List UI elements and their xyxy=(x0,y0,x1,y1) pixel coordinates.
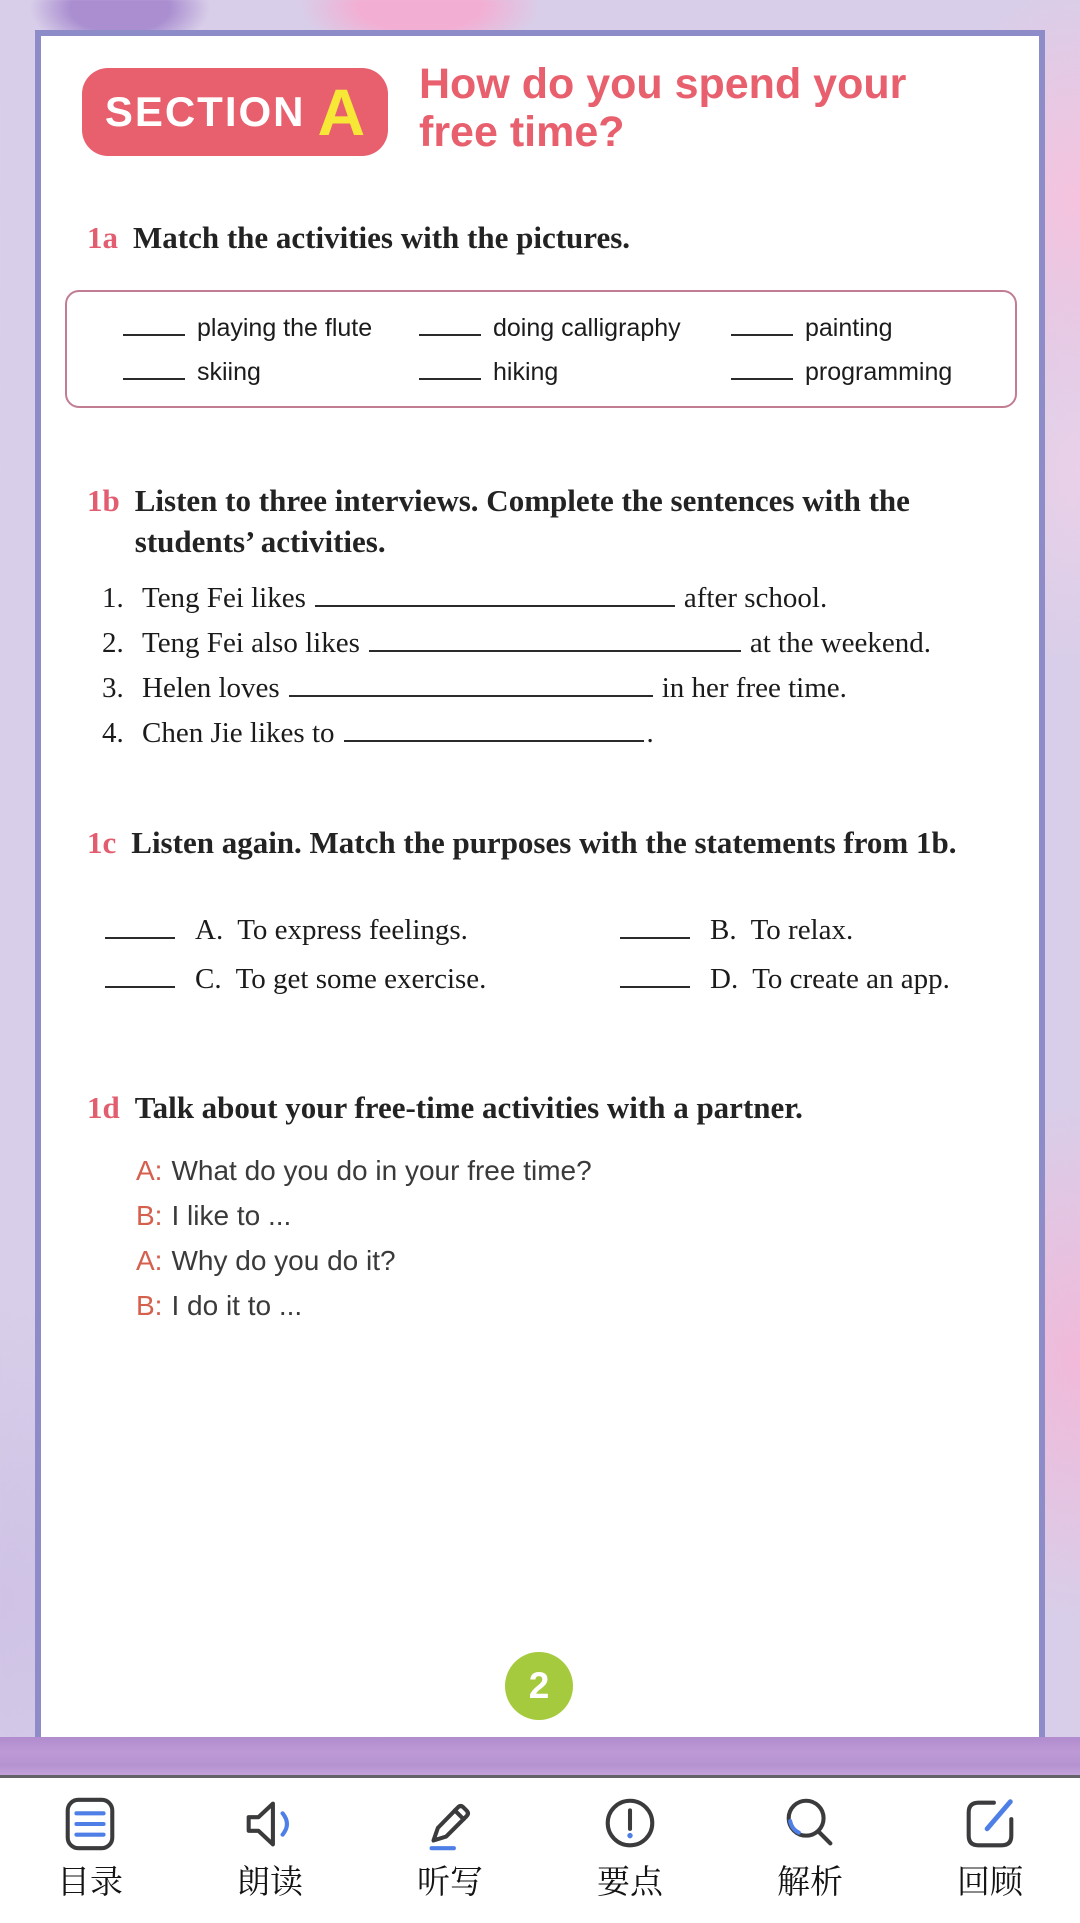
activity-item xyxy=(123,358,419,387)
exercise-1c-number: 1c xyxy=(87,825,117,860)
purpose-matching-grid xyxy=(105,914,1035,996)
activity-label: playing the flute xyxy=(197,313,373,342)
option-letter: A. xyxy=(195,914,224,946)
sentence-index: 4. xyxy=(102,717,124,749)
section-letter: A xyxy=(317,75,366,149)
answer-blank xyxy=(731,360,793,380)
answer-blank xyxy=(289,673,653,697)
background-paint-strip xyxy=(0,1737,1080,1775)
exercise-1b-number: 1b xyxy=(87,483,120,518)
activity-label: programming xyxy=(805,357,953,386)
purpose-option xyxy=(105,963,620,996)
answer-blank xyxy=(620,964,690,988)
exercise-1d-heading xyxy=(87,1088,995,1129)
exercise-1a-number: 1a xyxy=(87,220,118,255)
exercise-1b-instruction: Listen to three interviews. Complete the sentences with the students’ activities. xyxy=(134,483,910,559)
answer-blank xyxy=(419,316,481,336)
option-text: To create an app. xyxy=(752,963,950,995)
exercise-1c-instruction: Listen again. Match the purposes with the statements from 1b. xyxy=(131,825,957,860)
dialogue-text: I do it to ... xyxy=(171,1290,303,1321)
option-text: To express feelings. xyxy=(237,914,468,946)
contents-icon xyxy=(59,1793,121,1855)
activity-item xyxy=(123,314,419,343)
exercise-1a-heading xyxy=(87,218,993,259)
unit-title-line2: free time? xyxy=(419,108,625,157)
sentence-before: Teng Fei also likes xyxy=(142,627,360,659)
toolbar-label: 要点 xyxy=(597,1863,663,1900)
activity-item xyxy=(731,358,1015,387)
section-label: SECTION xyxy=(104,88,306,135)
unit-title xyxy=(419,60,1019,156)
activity-label: doing calligraphy xyxy=(493,313,681,342)
answer-blank xyxy=(105,964,175,988)
toolbar-item-review[interactable] xyxy=(900,1778,1080,1900)
answer-blank xyxy=(105,915,175,939)
toolbar-item-dictation[interactable] xyxy=(360,1778,540,1900)
option-letter: C. xyxy=(195,963,222,995)
activity-item xyxy=(419,314,731,343)
answer-blank xyxy=(369,628,741,652)
toolbar-item-read-aloud[interactable] xyxy=(180,1778,360,1900)
section-badge xyxy=(82,68,388,156)
sentence-after: . xyxy=(646,717,654,749)
sentence-after: after school. xyxy=(683,582,828,614)
speaker-label: A: xyxy=(136,1245,163,1276)
page-number-badge: 2 xyxy=(505,1652,573,1720)
option-text: To get some exercise. xyxy=(235,963,487,995)
dictation-icon xyxy=(419,1793,481,1855)
answer-blank xyxy=(620,915,690,939)
option-text: To relax. xyxy=(750,914,854,946)
dialogue-text: Why do you do it? xyxy=(171,1245,396,1276)
toolbar-item-key-points[interactable] xyxy=(540,1778,720,1900)
unit-title-line1: How do you spend your xyxy=(419,60,907,108)
exercise-1a-instruction: Match the activities with the pictures. xyxy=(133,220,631,255)
dialogue-line xyxy=(136,1148,592,1193)
speaker-label: A: xyxy=(136,1155,163,1186)
sentence-item xyxy=(102,672,1032,705)
textbook-page xyxy=(35,30,1045,1743)
option-letter: B. xyxy=(710,914,737,946)
speaker-label: B: xyxy=(136,1200,163,1231)
activities-word-box xyxy=(65,290,1017,408)
answer-blank xyxy=(315,583,675,607)
speaker-label: B: xyxy=(136,1290,163,1321)
read-aloud-icon xyxy=(239,1793,301,1855)
exercise-1b-heading xyxy=(87,481,995,563)
dialogue-text: What do you do in your free time? xyxy=(171,1155,592,1186)
sentence-before: Chen Jie likes to xyxy=(142,717,335,749)
review-icon xyxy=(959,1793,1021,1855)
toolbar-label: 回顾 xyxy=(957,1863,1023,1900)
sentence-after: at the weekend. xyxy=(749,627,932,659)
sentence-index: 3. xyxy=(102,672,124,704)
purpose-option xyxy=(620,963,1035,996)
toolbar-label: 听写 xyxy=(417,1863,483,1900)
sentence-before: Helen loves xyxy=(142,672,280,704)
purpose-option xyxy=(620,914,1035,947)
exercise-1c-heading xyxy=(87,823,991,864)
toolbar-label: 朗读 xyxy=(237,1863,303,1900)
sentence-after: in her free time. xyxy=(661,672,847,704)
answer-blank xyxy=(123,360,185,380)
exercise-1d-number: 1d xyxy=(87,1090,120,1125)
dialogue-text: I like to ... xyxy=(171,1200,292,1231)
toolbar-label: 解析 xyxy=(777,1863,843,1900)
sentence-completion-list xyxy=(102,582,1032,750)
option-letter: D. xyxy=(710,963,739,995)
sentence-item xyxy=(102,717,1032,750)
analysis-icon xyxy=(779,1793,841,1855)
sentence-index: 2. xyxy=(102,627,124,659)
key-points-icon xyxy=(599,1793,661,1855)
toolbar-item-contents[interactable] xyxy=(0,1778,180,1900)
answer-blank xyxy=(344,718,644,742)
bottom-toolbar xyxy=(0,1775,1080,1923)
activity-label: hiking xyxy=(493,357,559,386)
answer-blank xyxy=(731,316,793,336)
activity-label: painting xyxy=(805,313,893,342)
toolbar-label: 目录 xyxy=(57,1863,123,1900)
dialogue-line xyxy=(136,1238,592,1283)
activity-item xyxy=(419,358,731,387)
model-dialogue xyxy=(136,1148,592,1328)
activity-item xyxy=(731,314,1015,343)
toolbar-item-analysis[interactable] xyxy=(720,1778,900,1900)
purpose-option xyxy=(105,914,620,947)
dialogue-line xyxy=(136,1193,592,1238)
answer-blank xyxy=(123,316,185,336)
exercise-1d-instruction: Talk about your free-time activities with a partner. xyxy=(134,1090,803,1125)
sentence-item xyxy=(102,582,1032,615)
activity-label: skiing xyxy=(197,357,261,386)
sentence-item xyxy=(102,627,1032,660)
answer-blank xyxy=(419,360,481,380)
dialogue-line xyxy=(136,1283,592,1328)
sentence-index: 1. xyxy=(102,582,124,614)
sentence-before: Teng Fei likes xyxy=(142,582,306,614)
